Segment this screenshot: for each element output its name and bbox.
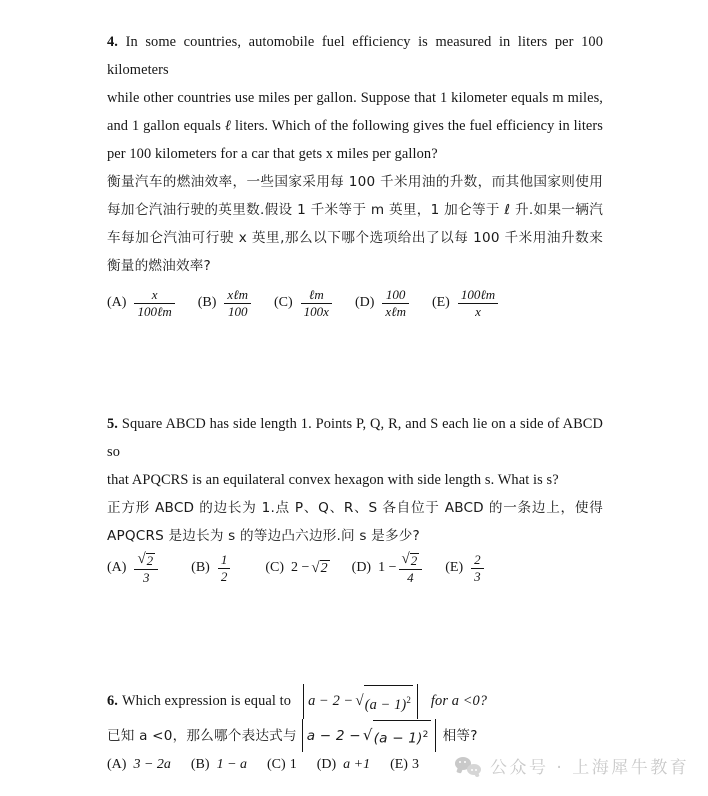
choice-5-b-tag: (B) — [191, 560, 210, 576]
choice-5-b[interactable] — [191, 553, 231, 583]
problem-4-english-line-1 — [107, 28, 603, 84]
choice-4-b-expression — [223, 288, 252, 318]
radical-sign-icon: √ — [362, 726, 373, 745]
choice-6-b-expression: 1 − a — [216, 757, 248, 772]
fraction-numerator: 2 — [474, 552, 481, 567]
radical-sign-icon: √ — [355, 692, 364, 709]
expression-lead: a − 2 − — [308, 693, 354, 710]
fraction-denominator: x — [475, 303, 481, 319]
watermark-text: 公众号 · 上海犀牛教育 — [490, 758, 690, 778]
fraction — [458, 288, 498, 318]
fraction — [399, 552, 423, 584]
choice-4-e[interactable] — [432, 288, 499, 318]
fraction — [471, 553, 484, 583]
fraction-denominator: 3 — [143, 569, 150, 585]
choice-5-c[interactable] — [265, 559, 329, 577]
radical-sign-icon: √ — [137, 551, 146, 568]
fraction-denominator: 100 — [227, 303, 248, 319]
choice-5-a[interactable] — [107, 552, 159, 584]
fraction-denominator: 100ℓm — [137, 303, 172, 319]
choice-5-c-lead: 2 − — [291, 560, 310, 576]
choice-6-e[interactable] — [390, 757, 419, 773]
choice-6-a[interactable] — [107, 757, 171, 773]
choice-4-e-expression — [457, 288, 499, 318]
radicand: 2 — [410, 553, 418, 568]
fraction-numerator: xℓm — [227, 287, 248, 302]
wechat-bubble-small — [467, 764, 481, 775]
problem-4-english-text-1: In some countries, automobile fuel efficiency is measured in liters per 100 kilometers — [107, 34, 604, 78]
problem-6-chinese-text-1: 已知 a <0，那么哪个表达式与 — [107, 727, 297, 744]
expression-body — [306, 719, 432, 753]
fraction-numerator — [399, 552, 423, 568]
problem-4-chinese-line-2: 每加仑汽油行驶的英里数.假设 1 千米等于 m 英里，1 加仑等于 ℓ 升.如果一辆汽 — [107, 202, 603, 218]
problem-5-english-line-2: that APQCRS is an equilateral convex hexagon with side length s. What is s? — [107, 472, 559, 488]
choice-5-b-expression — [217, 553, 232, 583]
fraction-denominator: 4 — [407, 569, 414, 585]
choice-5-d-expression — [378, 552, 423, 584]
choice-5-d[interactable] — [352, 552, 424, 584]
radicand-exponent: 2 — [406, 695, 411, 705]
problem-6-choices — [107, 757, 419, 773]
fraction-denominator: 2 — [220, 568, 228, 584]
choice-4-a-tag: (A) — [107, 295, 127, 311]
radical-sign-icon: √ — [401, 551, 410, 568]
absolute-value-bar-left — [303, 684, 304, 719]
problem-4 — [107, 28, 603, 280]
watermark — [455, 753, 689, 778]
problem-5-number: 5. — [107, 416, 118, 432]
wechat-dot-2 — [464, 761, 466, 763]
square-root — [311, 559, 329, 577]
problem-4-english-line-2: while other countries use miles per gallon. Suppose that 1 kilometer equals m miles, — [107, 90, 603, 106]
radicand-base: (a − 1) — [364, 696, 407, 713]
choice-5-e[interactable] — [445, 553, 484, 583]
choice-4-c-tag: (C) — [274, 295, 293, 311]
problem-5 — [107, 410, 603, 550]
problem-5-english-text-1: Square ABCD has side length 1. Points P, Q, R, and S each lie on a side of ABCD so — [107, 416, 603, 460]
square-root — [137, 552, 155, 568]
problem-6-expression-english — [300, 684, 421, 719]
choice-6-b-tag: (B) — [190, 757, 210, 772]
choice-5-a-tag: (A) — [107, 560, 127, 576]
choice-4-d[interactable] — [355, 288, 410, 318]
problem-5-chinese-line-1: 正方形 ABCD 的边长为 1.点 P、Q、R、S 各自位于 ABCD 的一条边上，使得 — [107, 500, 603, 516]
choice-6-b[interactable] — [191, 757, 247, 773]
choice-5-c-expression — [291, 559, 330, 577]
absolute-value-bar-right — [435, 719, 436, 753]
square-root — [355, 684, 413, 719]
choice-4-d-expression — [381, 288, 410, 318]
problem-4-chinese-line-1: 衡量汽车的燃油效率，一些国家采用每 100 千米用油的升数，而其他国家则使用 — [107, 174, 603, 190]
choice-4-b[interactable] — [198, 288, 252, 318]
fraction-numerator: 1 — [220, 552, 228, 567]
problem-4-chinese-line-4: 衡量的燃油效率? — [107, 258, 211, 274]
problem-4-english-line-3 — [107, 112, 603, 140]
ell-symbol: ℓ — [224, 118, 232, 134]
radicand: 2 — [146, 553, 154, 568]
radicand — [364, 685, 413, 719]
choice-4-c[interactable] — [274, 288, 333, 318]
fraction — [218, 553, 231, 583]
fraction-denominator: 3 — [474, 568, 481, 584]
fraction — [301, 288, 332, 318]
fraction-numerator: 100ℓm — [460, 287, 496, 302]
problem-6 — [107, 684, 603, 752]
radicand-base: (a − 1) — [373, 730, 423, 747]
absolute-value-bar-left — [302, 719, 303, 753]
choice-4-d-tag: (D) — [354, 295, 375, 311]
problem-6-chinese-text-2: 相等? — [442, 727, 478, 744]
choice-4-b-tag: (B) — [197, 295, 217, 311]
square-root — [363, 719, 431, 753]
choice-4-c-expression — [300, 288, 333, 318]
square-root — [402, 552, 420, 568]
fraction — [134, 288, 174, 318]
choice-5-c-tag: (C) — [265, 560, 285, 576]
wechat-dot-1 — [459, 761, 461, 763]
problem-5-choices — [107, 552, 485, 584]
radicand-exponent: 2 — [422, 729, 429, 740]
problem-4-english-line-4: per 100 kilometers for a car that gets x miles per gallon? — [107, 146, 438, 162]
fraction — [134, 552, 158, 584]
problem-6-chinese-line-1 — [107, 719, 603, 753]
fraction-numerator — [134, 552, 158, 568]
problem-4-chinese-line-3: 车每加仑汽油可行驶 x 英里,那么以下哪个选项给出了以每 100 千米用油升数来 — [107, 230, 603, 246]
choice-6-d-tag: (D) — [316, 757, 337, 772]
problem-6-number: 6. — [107, 693, 118, 710]
problem-6-english-text-2: for a <0? — [430, 693, 488, 710]
expression-body — [307, 684, 414, 719]
fraction-denominator: xℓm — [385, 303, 406, 319]
choice-6-e-expression: 3 — [411, 757, 419, 772]
problem-6-english-text-1: Which expression is equal to — [122, 693, 292, 710]
choice-6-c-expression: 1 — [289, 757, 297, 772]
fraction — [382, 288, 409, 318]
problem-4-english-line-3-before: and 1 gallon equals — [107, 118, 221, 134]
problem-4-choices — [107, 288, 499, 318]
choice-6-a-expression: 3 − 2a — [133, 757, 171, 772]
choice-6-c-tag: (C) — [267, 757, 286, 772]
choice-5-d-lead: 1 − — [378, 560, 397, 576]
choice-5-e-tag: (E) — [445, 560, 464, 576]
fraction-denominator: 100x — [303, 303, 329, 319]
choice-6-e-tag: (E) — [390, 757, 408, 772]
choice-4-a[interactable] — [107, 288, 176, 318]
problem-5-english-line-1 — [107, 410, 603, 466]
choice-6-d[interactable] — [317, 757, 370, 773]
choice-5-e-expression — [470, 553, 485, 583]
fraction-numerator: ℓm — [308, 287, 324, 302]
choice-5-d-tag: (D) — [351, 560, 372, 576]
problem-6-expression-chinese — [299, 719, 439, 753]
problem-6-english-line-1 — [107, 684, 603, 719]
radical-sign-icon: √ — [311, 559, 320, 576]
choice-4-a-expression — [133, 288, 175, 318]
choice-5-a-expression — [133, 552, 159, 584]
fraction-numerator: x — [151, 287, 158, 302]
radicand — [373, 720, 431, 753]
problem-4-number: 4. — [107, 34, 118, 50]
choice-4-e-tag: (E) — [431, 295, 450, 311]
wechat-icon — [455, 757, 481, 775]
radicand: 2 — [320, 561, 328, 577]
choice-6-d-expression: a +1 — [343, 757, 371, 772]
fraction — [224, 288, 251, 318]
wechat-dot-4 — [471, 769, 473, 771]
choice-6-a-tag: (A) — [107, 757, 127, 772]
fraction-numerator: 100 — [385, 287, 406, 302]
wechat-dot-3 — [475, 769, 477, 771]
problem-5-chinese-line-2: APQCRS 是边长为 s 的等边凸六边形.问 s 是多少? — [107, 528, 420, 544]
expression-lead: a − 2 − — [306, 727, 361, 744]
absolute-value-bar-right — [417, 684, 418, 719]
problem-4-english-line-3-after: liters. Which of the following gives the fuel efficiency in liters — [235, 118, 603, 134]
choice-6-c[interactable] — [267, 757, 297, 773]
